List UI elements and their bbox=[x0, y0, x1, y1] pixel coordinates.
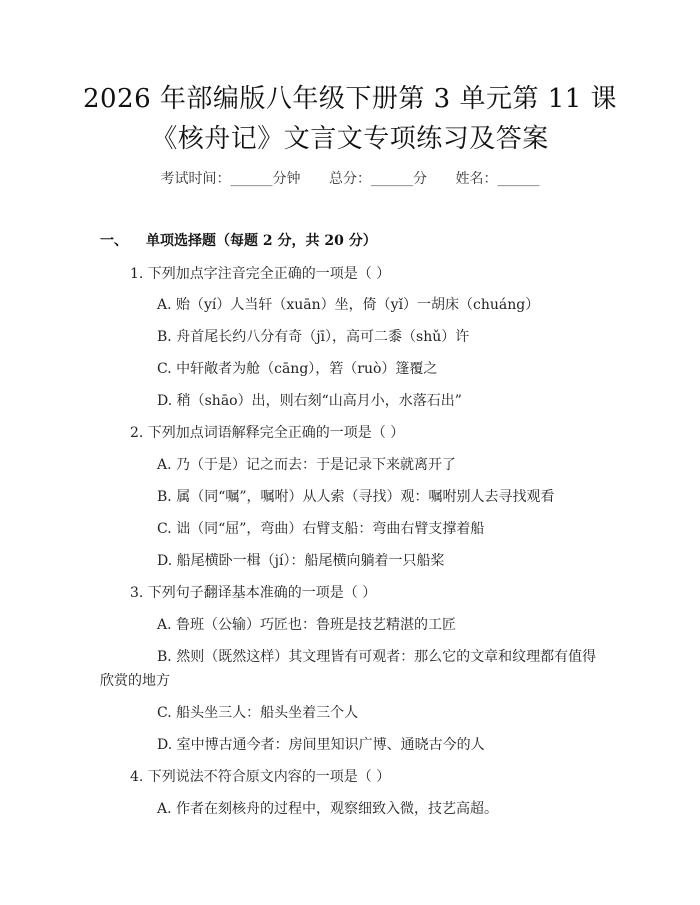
question-1-option-b: B. 舟首尾长约八分有奇（jī），高可二黍（shǔ）许 bbox=[157, 329, 470, 345]
question-1-option-d: D. 稍（shāo）出，则右刻“山高月小，水落石出” bbox=[157, 393, 462, 409]
section-number: 一、 bbox=[100, 233, 128, 249]
question-3-stem: 3. 下列句子翻译基本准确的一项是（ ） bbox=[130, 585, 377, 601]
question-3-option-b-continued: 欣赏的地方 bbox=[100, 673, 170, 689]
question-2-stem: 2. 下列加点词语解释完全正确的一项是（ ） bbox=[130, 425, 405, 441]
section-title: 单项选择题（每题 2 分，共 20 分） bbox=[146, 233, 377, 249]
question-1-option-a: A. 贻（yí）人当轩（xuān）坐，倚（yǐ）一胡床（chuáng） bbox=[157, 297, 540, 313]
section-heading bbox=[100, 230, 377, 250]
question-1-stem: 1. 下列加点字注音完全正确的一项是（ ） bbox=[130, 266, 391, 282]
question-2-option-b: B. 属（同“嘱”，嘱咐）从人索（寻找）观：嘱咐别人去寻找观看 bbox=[157, 489, 555, 505]
question-2-option-a: A. 乃（于是）记之而去：于是记录下来就离开了 bbox=[157, 457, 457, 473]
document-title-line-2: 《核舟记》文言文专项练习及答案 bbox=[151, 124, 549, 154]
document-title-line-1: 2026 年部编版八年级下册第 3 单元第 11 课 bbox=[82, 84, 618, 114]
question-2-option-d: D. 船尾横卧一楫（jí）：船尾横向躺着一只船桨 bbox=[157, 553, 445, 569]
question-2-option-c: C. 诎（同“屈”，弯曲）右臂支船：弯曲右臂支撑着船 bbox=[157, 521, 485, 537]
question-3-option-b: B. 然则（既然这样）其文理皆有可观者：那么它的文章和纹理都有值得 bbox=[157, 649, 597, 665]
exam-time-field: 考试时间：______分钟 bbox=[160, 171, 301, 187]
question-1-option-c: C. 中轩敞者为舱（cāng），箬（ruò）篷覆之 bbox=[157, 361, 438, 377]
total-score-field: 总分：______分 bbox=[329, 171, 427, 187]
name-field: 姓名：______ bbox=[455, 171, 540, 187]
question-4-stem: 4. 下列说法不符合原文内容的一项是（ ） bbox=[130, 769, 391, 785]
question-3-option-a: A. 鲁班（公输）巧匠也：鲁班是技艺精湛的工匠 bbox=[157, 617, 457, 633]
exam-meta bbox=[0, 168, 700, 188]
question-3-option-c: C. 船头坐三人：船头坐着三个人 bbox=[157, 705, 359, 721]
question-3-option-d: D. 室中博古通今者：房间里知识广博、通晓古今的人 bbox=[157, 737, 485, 753]
question-4-option-a: A. 作者在刻核舟的过程中，观察细致入微，技艺高超。 bbox=[157, 801, 499, 817]
